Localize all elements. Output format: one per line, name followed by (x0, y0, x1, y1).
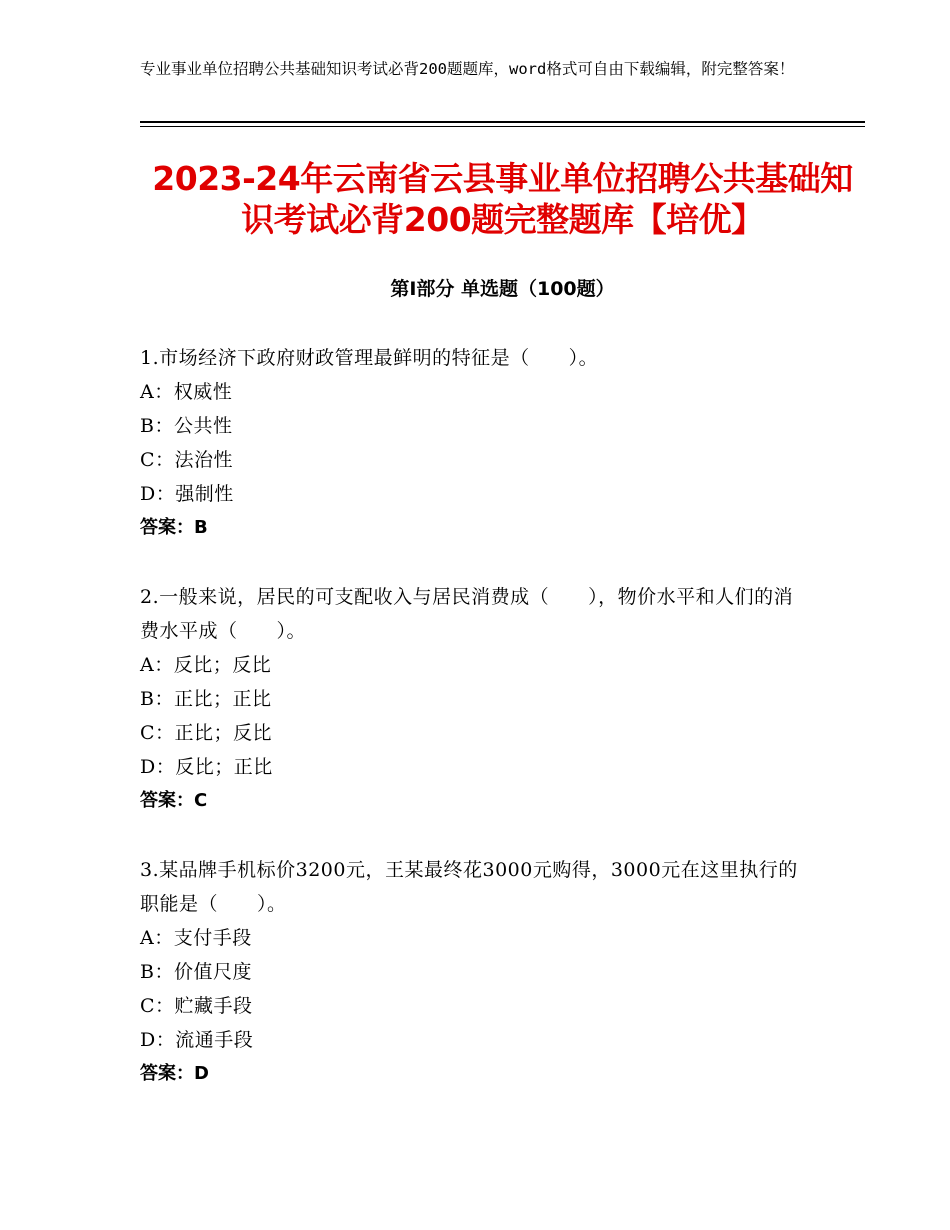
option-c: C：法治性 (140, 449, 234, 471)
option-d: D：强制性 (140, 483, 234, 505)
option-d: D：流通手段 (140, 1029, 254, 1051)
question-stem: 2.一般来说，居民的可支配收入与居民消费成（ ），物价水平和人们的消费水平成（ ）。 (140, 586, 794, 642)
question-stem: 3.某品牌手机标价3200元，王某最终花3000元购得，3000元在这里执行的职能是（ ）。 (140, 859, 798, 915)
question-2 (140, 580, 800, 818)
question-3 (140, 853, 800, 1091)
option-a: A：支付手段 (140, 927, 252, 949)
section-heading: 第I部分 单选题（100题） (390, 278, 615, 300)
option-b: B：公共性 (140, 415, 233, 437)
option-a: A：反比；反比 (140, 654, 272, 676)
answer-label: 答案：D (140, 1063, 209, 1084)
option-c: C：贮藏手段 (140, 995, 253, 1017)
answer-label: 答案：C (140, 790, 208, 811)
option-c: C：正比；反比 (140, 722, 273, 744)
header-divider-thick (140, 121, 865, 123)
question-1 (140, 341, 800, 545)
header-divider-thin (140, 126, 865, 127)
option-a: A：权威性 (140, 381, 233, 403)
document-title: 2023-24年云南省云县事业单位招聘公共基础知识考试必背200题完整题库【培优】 (152, 159, 853, 239)
option-b: B：价值尺度 (140, 961, 252, 983)
option-b: B：正比；正比 (140, 688, 272, 710)
answer-label: 答案：B (140, 517, 208, 538)
option-d: D：反比；正比 (140, 756, 273, 778)
header-note: 专业事业单位招聘公共基础知识考试必背200题题库，word格式可自由下载编辑，附完整答案！ (140, 60, 795, 78)
question-stem: 1.市场经济下政府财政管理最鲜明的特征是（ ）。 (140, 347, 599, 369)
